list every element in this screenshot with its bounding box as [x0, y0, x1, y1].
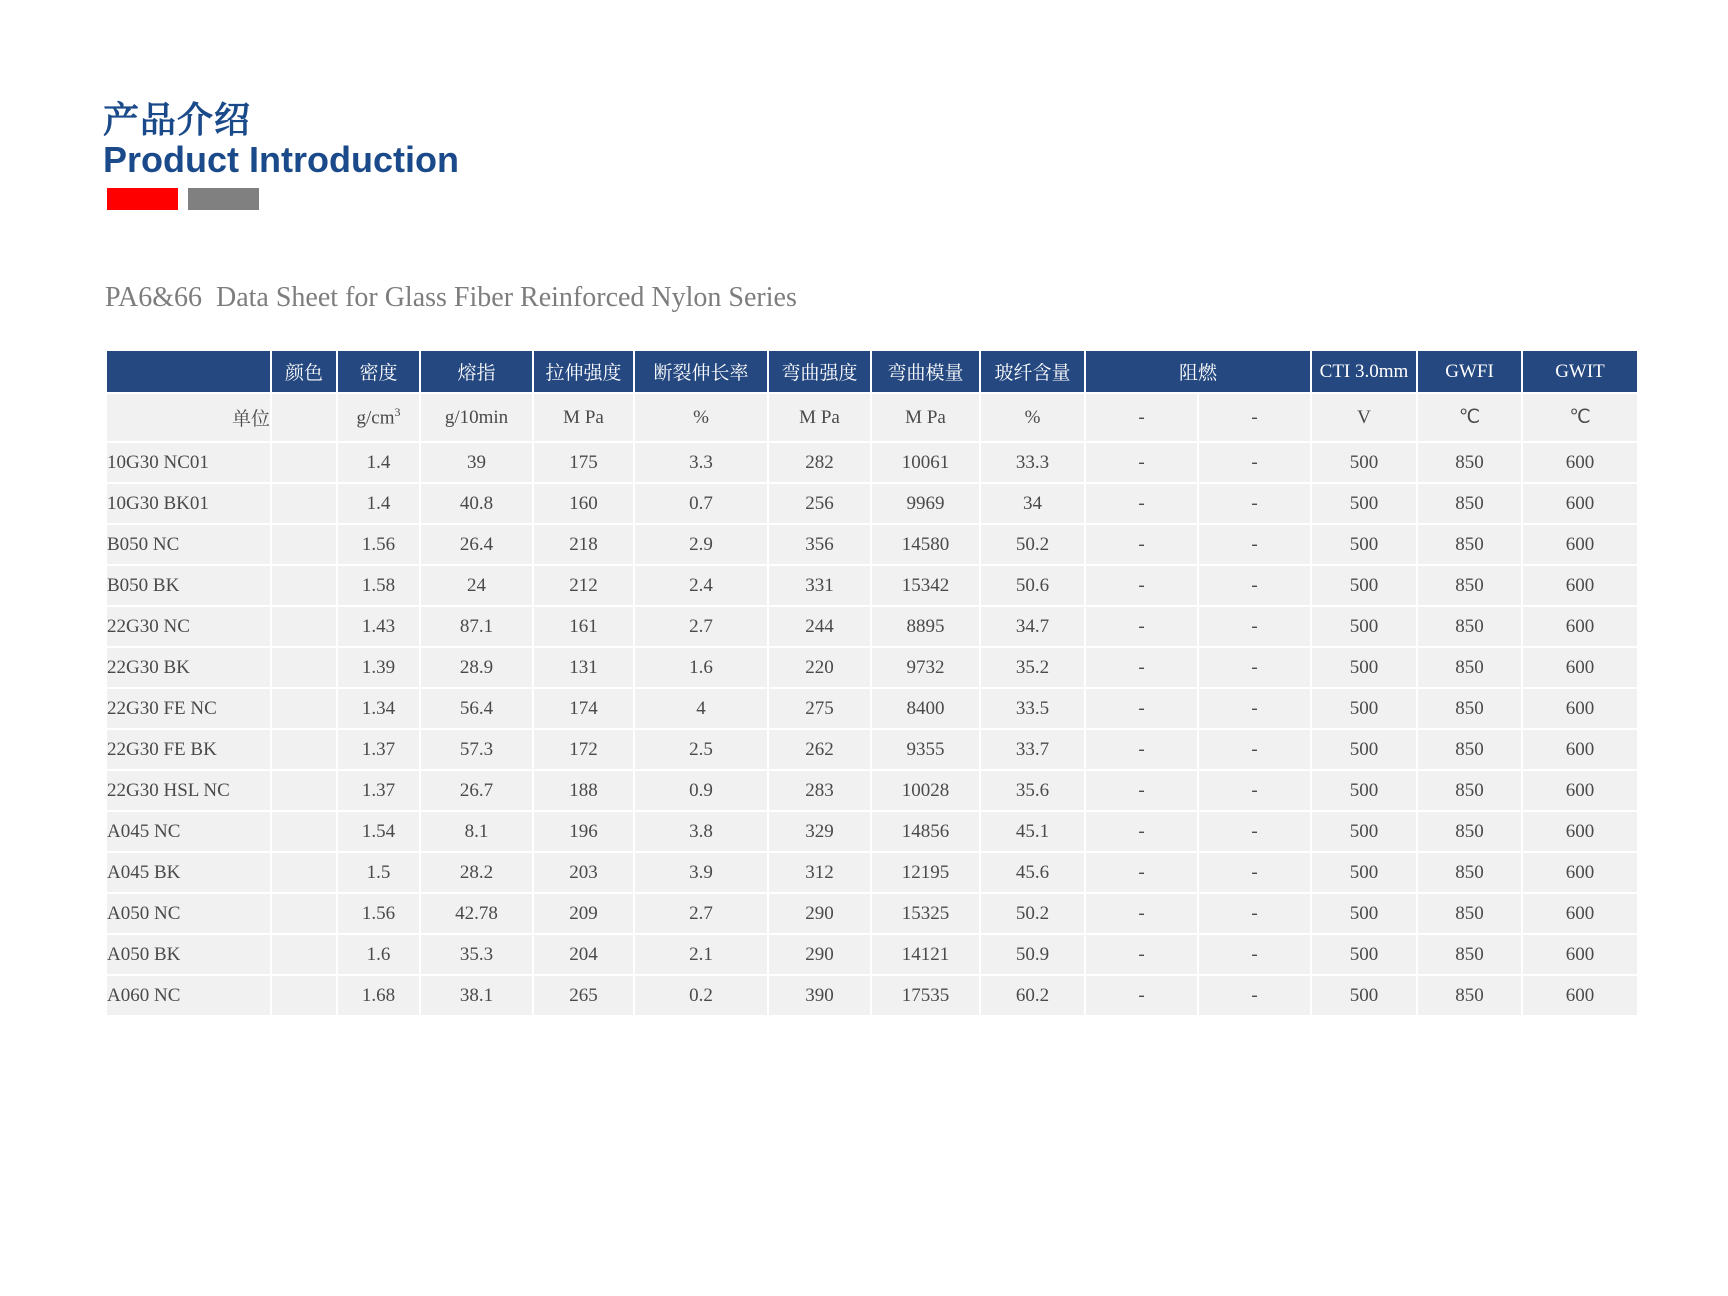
grade-name: 10G30 NC01 [107, 443, 270, 482]
table-cell: 600 [1523, 443, 1637, 482]
table-cell: 50.2 [981, 894, 1084, 933]
table-cell: 500 [1312, 566, 1416, 605]
table-cell: 390 [769, 976, 870, 1015]
table-cell: 12195 [872, 853, 979, 892]
table-cell: V [1312, 394, 1416, 441]
table-cell: 3.8 [635, 812, 767, 851]
table-cell: 161 [534, 607, 633, 646]
grade-name: A045 NC [107, 812, 270, 851]
table-row [107, 730, 1637, 769]
table-cell: 50.6 [981, 566, 1084, 605]
table-cell: 56.4 [421, 689, 532, 728]
datasheet-subtitle: PA6&66 Data Sheet for Glass Fiber Reinforced Nylon Series [105, 282, 797, 313]
table-cell: 40.8 [421, 484, 532, 523]
table-cell: 2.1 [635, 935, 767, 974]
table-cell: 2.9 [635, 525, 767, 564]
table-cell: 172 [534, 730, 633, 769]
table-row [107, 566, 1637, 605]
table-cell: 209 [534, 894, 633, 933]
table-cell: 850 [1418, 689, 1521, 728]
table-row [107, 771, 1637, 810]
table-cell: - [1199, 812, 1310, 851]
table-cell: 850 [1418, 812, 1521, 851]
table-cell: 600 [1523, 935, 1637, 974]
table-cell: 203 [534, 853, 633, 892]
table-row [107, 812, 1637, 851]
table-cell: 2.7 [635, 894, 767, 933]
column-header: GWFI [1418, 351, 1521, 392]
accent-bar-red [107, 188, 178, 210]
table-cell: 17535 [872, 976, 979, 1015]
table-cell: - [1199, 689, 1310, 728]
table-cell [272, 730, 336, 769]
table-cell: 1.56 [338, 525, 419, 564]
table-cell: 850 [1418, 771, 1521, 810]
table-cell: 175 [534, 443, 633, 482]
table-cell: 8895 [872, 607, 979, 646]
column-header [107, 351, 270, 392]
table-cell: 600 [1523, 484, 1637, 523]
table-cell: 356 [769, 525, 870, 564]
table-cell: 850 [1418, 976, 1521, 1015]
table-cell: - [1199, 853, 1310, 892]
table-cell [272, 607, 336, 646]
table-cell: 1.4 [338, 443, 419, 482]
table-cell: 1.54 [338, 812, 419, 851]
table-cell: - [1199, 566, 1310, 605]
table-cell [272, 935, 336, 974]
table-row [107, 484, 1637, 523]
table-row [107, 853, 1637, 892]
table-cell: 1.39 [338, 648, 419, 687]
table-cell: 275 [769, 689, 870, 728]
table-row [107, 648, 1637, 687]
grade-name: 22G30 BK [107, 648, 270, 687]
table-cell: 196 [534, 812, 633, 851]
table-cell: 14580 [872, 525, 979, 564]
table-cell: 1.4 [338, 484, 419, 523]
table-cell: - [1199, 730, 1310, 769]
table-cell: 600 [1523, 566, 1637, 605]
table-cell: - [1086, 935, 1197, 974]
column-header: 熔指 [421, 351, 532, 392]
table-cell: - [1199, 976, 1310, 1015]
table-cell: 42.78 [421, 894, 532, 933]
table-cell: 26.7 [421, 771, 532, 810]
grade-name: A060 NC [107, 976, 270, 1015]
table-cell: 600 [1523, 771, 1637, 810]
table-cell: 33.3 [981, 443, 1084, 482]
table-cell: 26.4 [421, 525, 532, 564]
table-cell: % [635, 394, 767, 441]
table-cell [272, 566, 336, 605]
table-header [107, 351, 1637, 392]
table-cell: M Pa [534, 394, 633, 441]
table-cell: 500 [1312, 976, 1416, 1015]
table-cell: 500 [1312, 443, 1416, 482]
table-cell: 600 [1523, 812, 1637, 851]
table-cell [272, 894, 336, 933]
table-cell: 600 [1523, 689, 1637, 728]
table-cell: 331 [769, 566, 870, 605]
table-cell: 8400 [872, 689, 979, 728]
table-cell: 850 [1418, 525, 1521, 564]
table-cell: 24 [421, 566, 532, 605]
table-cell: 9732 [872, 648, 979, 687]
table-cell: - [1086, 976, 1197, 1015]
column-header: 拉伸强度 [534, 351, 633, 392]
table-cell: 850 [1418, 648, 1521, 687]
table-cell: 600 [1523, 853, 1637, 892]
table-cell: 34.7 [981, 607, 1084, 646]
table-cell: 218 [534, 525, 633, 564]
table-cell: 45.1 [981, 812, 1084, 851]
table-cell: - [1199, 648, 1310, 687]
table-cell: 283 [769, 771, 870, 810]
table-cell: - [1199, 525, 1310, 564]
table-cell: 8.1 [421, 812, 532, 851]
table-cell: 1.37 [338, 730, 419, 769]
column-header: 弯曲强度 [769, 351, 870, 392]
table-cell [272, 771, 336, 810]
table-cell: 4 [635, 689, 767, 728]
table-cell: 600 [1523, 976, 1637, 1015]
table-cell: 244 [769, 607, 870, 646]
column-header: 玻纤含量 [981, 351, 1084, 392]
table-cell: 160 [534, 484, 633, 523]
grade-name: B050 NC [107, 525, 270, 564]
table-cell: 850 [1418, 566, 1521, 605]
table-cell: - [1086, 607, 1197, 646]
table-cell: 2.4 [635, 566, 767, 605]
table-cell: 0.9 [635, 771, 767, 810]
table-cell [272, 689, 336, 728]
table-cell: 850 [1418, 484, 1521, 523]
grade-name: 22G30 FE BK [107, 730, 270, 769]
table-cell: 33.5 [981, 689, 1084, 728]
table-cell: - [1199, 771, 1310, 810]
table-cell: 500 [1312, 689, 1416, 728]
page-heading [103, 100, 459, 180]
table-cell: 1.37 [338, 771, 419, 810]
table-cell: 1.34 [338, 689, 419, 728]
table-cell: 0.2 [635, 976, 767, 1015]
accent-bar-gray [188, 188, 259, 210]
table-cell: 265 [534, 976, 633, 1015]
table-cell: 500 [1312, 484, 1416, 523]
table-cell: 500 [1312, 935, 1416, 974]
table-cell: 1.43 [338, 607, 419, 646]
table-cell: 500 [1312, 648, 1416, 687]
table-cell: 850 [1418, 894, 1521, 933]
grade-name: 22G30 FE NC [107, 689, 270, 728]
table-cell: - [1086, 730, 1197, 769]
table-body [107, 394, 1637, 1015]
table-cell: 15325 [872, 894, 979, 933]
table-cell: 131 [534, 648, 633, 687]
table-row [107, 894, 1637, 933]
table-cell: 850 [1418, 443, 1521, 482]
table-cell: 220 [769, 648, 870, 687]
page-title-cn: 产品介绍 [103, 100, 252, 141]
table-cell: 329 [769, 812, 870, 851]
table-cell: 1.6 [338, 935, 419, 974]
table-cell: 290 [769, 935, 870, 974]
grade-name: 22G30 NC [107, 607, 270, 646]
table-cell: 35.3 [421, 935, 532, 974]
table-cell: 35.6 [981, 771, 1084, 810]
table-cell: 60.2 [981, 976, 1084, 1015]
table-cell: 282 [769, 443, 870, 482]
table-cell: $g/cm^3$ [338, 394, 419, 441]
table-cell: 500 [1312, 771, 1416, 810]
table-cell: 14121 [872, 935, 979, 974]
table-cell: M Pa [769, 394, 870, 441]
table-cell: 850 [1418, 607, 1521, 646]
table-cell: - [1199, 607, 1310, 646]
table-cell: % [981, 394, 1084, 441]
table-cell: 500 [1312, 812, 1416, 851]
table-cell: 10061 [872, 443, 979, 482]
column-header: GWIT [1523, 351, 1637, 392]
table-cell: g/10min [421, 394, 532, 441]
column-header: 弯曲模量 [872, 351, 979, 392]
column-header: 阻燃 [1086, 351, 1310, 392]
table-cell: 600 [1523, 894, 1637, 933]
table-row [107, 525, 1637, 564]
table-cell: - [1199, 894, 1310, 933]
table-cell: - [1199, 394, 1310, 441]
grade-name: B050 BK [107, 566, 270, 605]
table-cell: 500 [1312, 894, 1416, 933]
table-cell: 500 [1312, 607, 1416, 646]
table-cell: 2.7 [635, 607, 767, 646]
column-header: 密度 [338, 351, 419, 392]
table-cell: 45.6 [981, 853, 1084, 892]
table-cell: 1.68 [338, 976, 419, 1015]
table-cell: 850 [1418, 935, 1521, 974]
table-cell: 290 [769, 894, 870, 933]
table-cell: - [1086, 689, 1197, 728]
table-cell: - [1086, 394, 1197, 441]
table-cell: 204 [534, 935, 633, 974]
data-sheet-table [105, 349, 1639, 1017]
table-cell [272, 525, 336, 564]
units-row [107, 394, 1637, 441]
table-cell [272, 443, 336, 482]
table-cell: 850 [1418, 853, 1521, 892]
table-cell: - [1086, 443, 1197, 482]
table-cell: 500 [1312, 525, 1416, 564]
table-cell: - [1086, 812, 1197, 851]
table-cell: 50.9 [981, 935, 1084, 974]
table-cell: ℃ [1418, 394, 1521, 441]
table-cell: 850 [1418, 730, 1521, 769]
table-cell: 1.5 [338, 853, 419, 892]
grade-name: 10G30 BK01 [107, 484, 270, 523]
table-cell: 500 [1312, 853, 1416, 892]
table-cell: 312 [769, 853, 870, 892]
column-header: CTI 3.0mm [1312, 351, 1416, 392]
table-cell: 600 [1523, 730, 1637, 769]
table-row [107, 976, 1637, 1015]
table-cell: 9355 [872, 730, 979, 769]
table-cell: - [1086, 525, 1197, 564]
table-cell: 35.2 [981, 648, 1084, 687]
table-cell: 0.7 [635, 484, 767, 523]
column-header: 颜色 [272, 351, 336, 392]
table-cell: - [1086, 484, 1197, 523]
table-cell [272, 976, 336, 1015]
grade-name: 22G30 HSL NC [107, 771, 270, 810]
table-cell: 34 [981, 484, 1084, 523]
table-cell: 256 [769, 484, 870, 523]
table-cell: 262 [769, 730, 870, 769]
table-cell: 600 [1523, 648, 1637, 687]
table-cell [272, 484, 336, 523]
units-label: 单位 [107, 394, 270, 441]
table-cell: 33.7 [981, 730, 1084, 769]
table-cell: - [1086, 648, 1197, 687]
table-cell: - [1086, 566, 1197, 605]
table-cell: - [1199, 935, 1310, 974]
table-cell [272, 648, 336, 687]
table-cell [272, 394, 336, 441]
table-cell: 500 [1312, 730, 1416, 769]
table-row [107, 443, 1637, 482]
table-cell: 600 [1523, 525, 1637, 564]
table-cell: 28.2 [421, 853, 532, 892]
table-row [107, 607, 1637, 646]
table-cell: 600 [1523, 607, 1637, 646]
table-cell: 3.9 [635, 853, 767, 892]
table-row [107, 689, 1637, 728]
table-cell: 188 [534, 771, 633, 810]
page-title-en: Product Introduction [103, 139, 459, 180]
table-cell: 1.6 [635, 648, 767, 687]
table-cell: - [1086, 853, 1197, 892]
column-header: 断裂伸长率 [635, 351, 767, 392]
table-row [107, 935, 1637, 974]
grade-name: A050 BK [107, 935, 270, 974]
table-cell: 9969 [872, 484, 979, 523]
table-cell: 38.1 [421, 976, 532, 1015]
table-cell: 28.9 [421, 648, 532, 687]
table-cell: 57.3 [421, 730, 532, 769]
table-cell: M Pa [872, 394, 979, 441]
table-cell: 10028 [872, 771, 979, 810]
table-cell: 174 [534, 689, 633, 728]
table-cell: 87.1 [421, 607, 532, 646]
table-cell: - [1086, 771, 1197, 810]
table-cell: 3.3 [635, 443, 767, 482]
table-cell: 1.58 [338, 566, 419, 605]
table-cell: 2.5 [635, 730, 767, 769]
table-cell [272, 853, 336, 892]
table-cell: ℃ [1523, 394, 1637, 441]
table-cell [272, 812, 336, 851]
table-cell: 50.2 [981, 525, 1084, 564]
table-cell: 15342 [872, 566, 979, 605]
table-cell: 212 [534, 566, 633, 605]
grade-name: A050 NC [107, 894, 270, 933]
table-cell: - [1199, 484, 1310, 523]
table-cell: 1.56 [338, 894, 419, 933]
header-row [107, 351, 1637, 392]
table-cell: 39 [421, 443, 532, 482]
table-cell: - [1086, 894, 1197, 933]
table-cell: 14856 [872, 812, 979, 851]
table-cell: - [1199, 443, 1310, 482]
grade-name: A045 BK [107, 853, 270, 892]
